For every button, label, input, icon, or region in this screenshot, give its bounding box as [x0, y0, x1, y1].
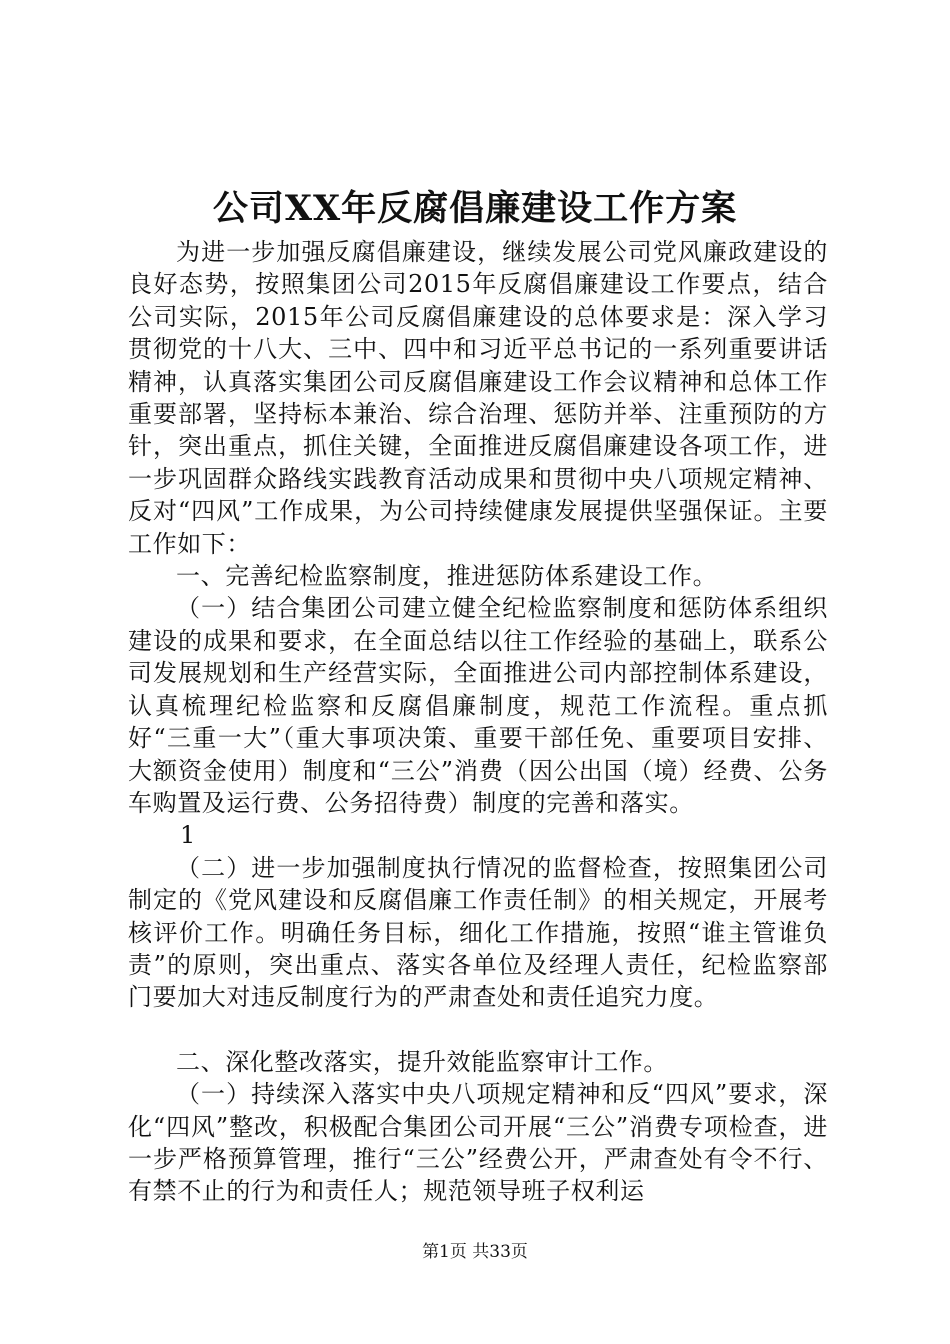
- document-title: 公司XX年反腐倡廉建设工作方案: [212, 188, 738, 229]
- paragraph-1-1: （一）结合集团公司建立健全纪检监察制度和惩防体系组织建设的成果和要求，在全面总结以往工作经验的基础上，联系公司发展规划和生产经营实际，全面推进公司内部控制体系建设，认真梳理纪检监察和反腐倡廉制度，规范工作流程。重点抓好“三重一大”（重大事项决策、重要干部任免、重要项目安排、大额资金使用）制度和“三公”消费（因公出国（境）经费、公务车购置及运行费、公务招待费）制度的完善和落实。: [128, 594, 828, 817]
- page-footer: 第1页 共33页: [422, 1242, 528, 1262]
- paragraph-1-2: （二）进一步加强制度执行情况的监督检查，按照集团公司制定的《党风建设和反腐倡廉工作责任制》的相关规定，开展考核评价工作。明确任务目标，细化工作措施，按照“谁主管谁负责”的原则，突出重点、落实各单位及经理人责任，纪检监察部门要加大对违反制度行为的严肃查处和责任追究力度。: [128, 853, 828, 1012]
- document-body: [128, 236, 828, 1208]
- paragraph-2-1: （一）持续深入落实中央八项规定精神和反“四风”要求，深化“四风”整改，积极配合集团公司开展“三公”消费专项检查，进一步严格预算管理，推行“三公”经费公开，严肃查处有令不行、有禁不止的行为和责任人；规范领导班子权利运: [128, 1080, 828, 1206]
- section-heading-2: 二、深化整改落实，提升效能监察审计工作。: [176, 1047, 668, 1076]
- blank-line: [128, 1014, 828, 1046]
- intro-paragraph: 为进一步加强反腐倡廉建设，继续发展公司党风廉政建设的良好态势，按照集团公司2015年反腐倡廉建设工作要点，结合公司实际，2015年公司反腐倡廉建设的总体要求是：深入学习贯彻党的十八大、三中、四中和习近平总书记的一系列重要讲话精神，认真落实集团公司反腐倡廉建设工作会议精神和总体工作重要部署，坚持标本兼治、综合治理、惩防并举、注重预防的方针，突出重点，抓住关键，全面推进反腐倡廉建设各项工作，进一步巩固群众路线实践教育活动成果和贯彻中央八项规定精神、反对“四风”工作成果，为公司持续健康发展提供坚强保证。主要工作如下：: [128, 238, 828, 558]
- inline-page-number: 1: [180, 821, 196, 850]
- section-heading-1: 一、完善纪检监察制度，推进惩防体系建设工作。: [176, 562, 718, 591]
